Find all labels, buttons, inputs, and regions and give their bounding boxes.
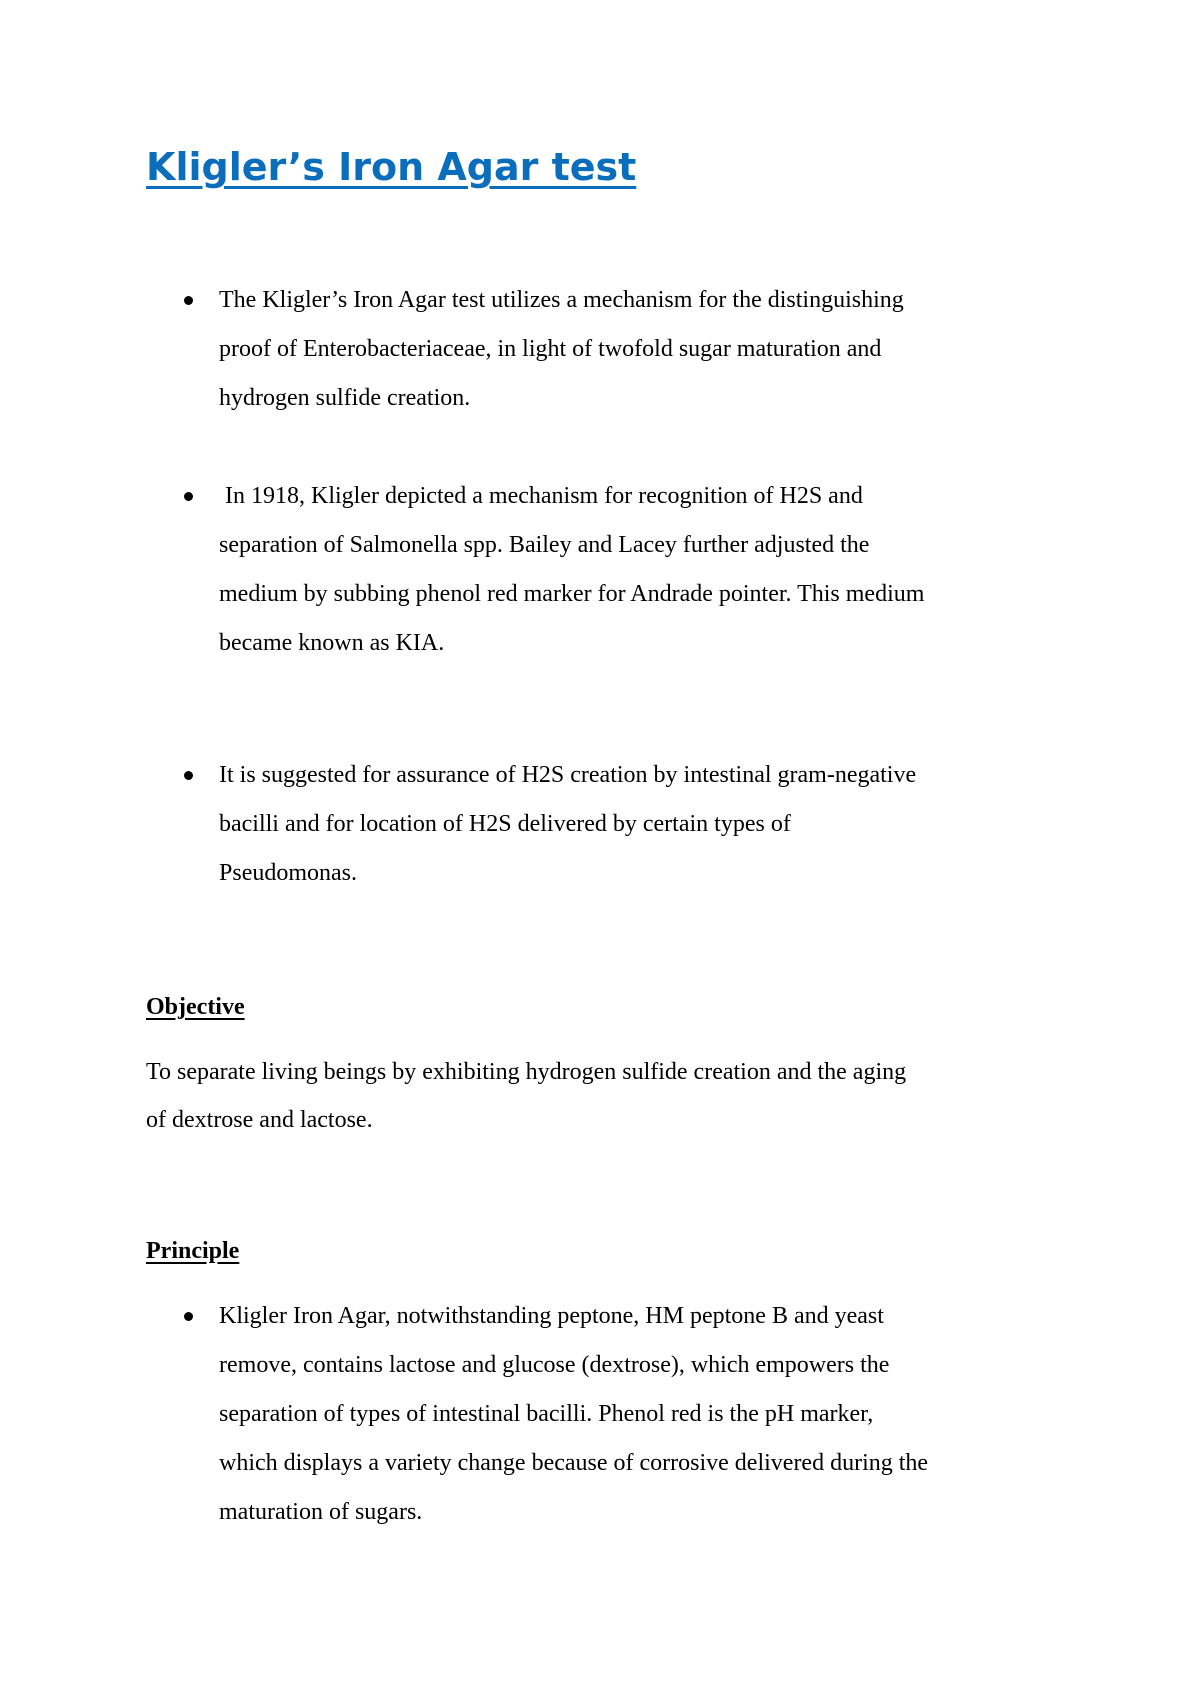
text-line: remove, contains lactose and glucose (dextrose), which empowers the [219, 1352, 890, 1378]
list-item [146, 472, 1086, 668]
text-line: hydrogen sulfide creation. [219, 385, 471, 411]
text-line: The Kligler’s Iron Agar test utilizes a mechanism for the distinguishing [219, 287, 904, 313]
text-line: became known as KIA. [219, 630, 445, 656]
list-item [146, 1292, 1086, 1537]
text-line: maturation of sugars. [219, 1499, 423, 1525]
bullet-icon [184, 492, 193, 501]
list-item [146, 751, 1086, 898]
principle-heading: Principle [146, 1238, 240, 1264]
text-line: It is suggested for assurance of H2S creation by intestinal gram-negative [219, 762, 917, 788]
text-line: Pseudomonas. [219, 860, 357, 886]
document-title: Kligler’s Iron Agar test [146, 145, 637, 189]
text-line: separation of types of intestinal bacilli. Phenol red is the pH marker, [219, 1401, 874, 1427]
text-line: of dextrose and lactose. [146, 1107, 373, 1133]
bullet-icon [184, 1312, 193, 1321]
list-item [146, 276, 1086, 423]
bullet-icon [184, 296, 193, 305]
text-line: proof of Enterobacteriaceae, in light of twofold sugar maturation and [219, 336, 882, 362]
objective-paragraph [146, 1048, 1086, 1144]
text-line: In 1918, Kligler depicted a mechanism for recognition of H2S and [219, 483, 863, 509]
text-line: separation of Salmonella spp. Bailey and Lacey further adjusted the [219, 532, 870, 558]
text-line: To separate living beings by exhibiting hydrogen sulfide creation and the aging [146, 1059, 907, 1085]
text-line: bacilli and for location of H2S delivered by certain types of [219, 811, 791, 837]
objective-heading: Objective [146, 994, 245, 1020]
bullet-icon [184, 771, 193, 780]
text-line: which displays a variety change because of corrosive delivered during the [219, 1450, 929, 1476]
text-line: medium by subbing phenol red marker for Andrade pointer. This medium [219, 581, 925, 607]
text-line: Kligler Iron Agar, notwithstanding peptone, HM peptone B and yeast [219, 1303, 884, 1329]
